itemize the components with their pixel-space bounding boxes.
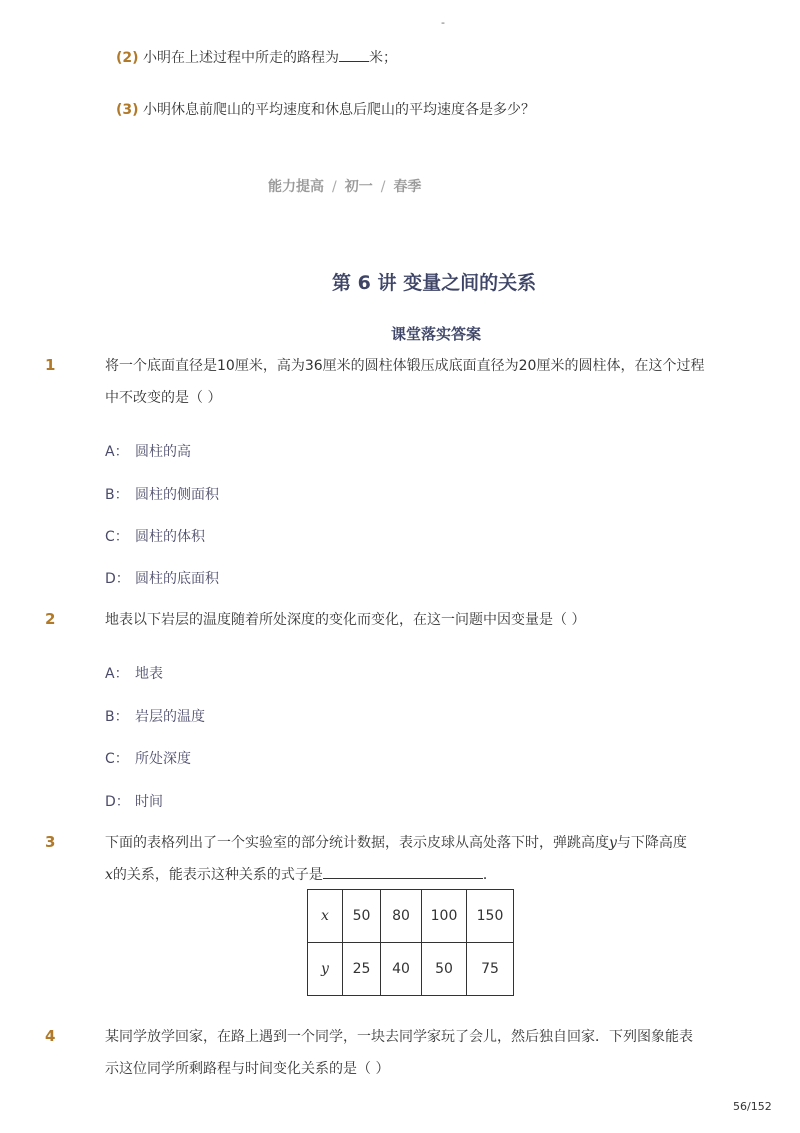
breadcrumb-separator: / — [380, 179, 386, 195]
sub-question-text-after: 米； — [369, 50, 397, 66]
sub-question-number: (3) — [116, 102, 139, 118]
option-label: A： — [105, 666, 129, 682]
table-cell: 50 — [343, 890, 381, 943]
option-c[interactable] — [105, 526, 205, 546]
breadcrumb — [268, 176, 421, 196]
option-b[interactable] — [105, 706, 205, 726]
table-row-header: x — [308, 890, 343, 943]
option-c[interactable] — [105, 748, 191, 768]
option-a[interactable] — [105, 441, 191, 461]
question-text-segment: 的关系，能表示这种关系的式子是 — [112, 867, 323, 883]
table-cell: 40 — [381, 943, 422, 996]
question-text-line: 中不改变的是（ ） — [105, 390, 222, 406]
question-text-line: 地表以下岩层的温度随着所处深度的变化而变化，在这一问题中因变量是（ ） — [105, 612, 586, 628]
sub-question-text: 小明在上述过程中所走的路程为 — [143, 50, 339, 66]
option-text: 地表 — [135, 666, 163, 682]
question-number: 2 — [45, 610, 56, 628]
question-text — [105, 350, 725, 414]
question-text-line: 示这位同学所剩路程与时间变化关系的是（ ） — [105, 1061, 390, 1077]
variable-y: y — [609, 835, 617, 851]
option-label: C： — [105, 751, 129, 767]
sub-question-number: (2) — [116, 50, 139, 66]
top-mark: - — [441, 16, 445, 29]
lecture-title: 第 6 讲 变量之间的关系 — [332, 272, 537, 294]
option-text: 圆柱的高 — [135, 444, 191, 460]
option-label: D： — [105, 794, 130, 810]
option-label: A： — [105, 444, 129, 460]
question-number: 1 — [45, 356, 56, 374]
option-text: 圆柱的体积 — [135, 529, 205, 545]
question-text — [105, 604, 725, 636]
option-label: D： — [105, 571, 130, 587]
section-title: 课堂落实答案 — [391, 325, 482, 343]
option-text: 圆柱的底面积 — [135, 571, 219, 587]
option-label: C： — [105, 529, 129, 545]
sub-question-text: 小明休息前爬山的平均速度和休息后爬山的平均速度各是多少？ — [143, 102, 535, 118]
breadcrumb-part: 能力提高 — [268, 179, 324, 195]
question-number: 4 — [45, 1027, 56, 1045]
question-text-line — [105, 827, 725, 859]
option-label: B： — [105, 487, 129, 503]
answer-blank — [339, 49, 369, 62]
option-text: 圆柱的侧面积 — [135, 487, 219, 503]
question-text — [105, 1021, 725, 1085]
question-number: 3 — [45, 833, 56, 851]
table-cell: 50 — [422, 943, 467, 996]
table-cell: 25 — [343, 943, 381, 996]
question-text-segment: 下面的表格列出了一个实验室的部分统计数据，表示皮球从高处落下时，弹跳高度 — [105, 835, 609, 851]
option-b[interactable] — [105, 484, 219, 504]
option-text: 所处深度 — [135, 751, 191, 767]
question-text-segment: ． — [482, 867, 497, 883]
answer-blank — [323, 866, 483, 879]
sub-question-3 — [116, 99, 535, 119]
option-d[interactable] — [105, 568, 219, 588]
option-text: 时间 — [135, 794, 163, 810]
table-cell: 100 — [422, 890, 467, 943]
variable-x: x — [105, 867, 113, 883]
table-row-header: y — [308, 943, 343, 996]
breadcrumb-part: 春季 — [393, 179, 422, 195]
table-cell: 80 — [381, 890, 422, 943]
option-d[interactable] — [105, 791, 163, 811]
question-text-line: 某同学放学回家，在路上遇到一个同学，一块去同学家玩了会儿，然后独自回家．下列图象能表 — [105, 1029, 693, 1045]
table-cell: 75 — [467, 943, 514, 996]
table-row — [308, 943, 514, 996]
question-text-segment: 与下降高度 — [616, 835, 687, 851]
sub-question-2 — [116, 47, 397, 67]
option-text: 岩层的温度 — [135, 709, 205, 725]
breadcrumb-separator: / — [332, 179, 337, 195]
question-text-line: 将一个底面直径是10厘米，高为36厘米的圆柱体锻压成底面直径为20厘米的圆柱体，在这个过程 — [105, 358, 705, 374]
breadcrumb-part: 初一 — [344, 179, 373, 195]
option-a[interactable] — [105, 663, 163, 683]
table-row — [308, 890, 514, 943]
table-cell: 150 — [467, 890, 514, 943]
question-text-line — [105, 859, 725, 891]
data-table — [307, 889, 514, 996]
page-number: 56/152 — [733, 1100, 772, 1113]
question-text — [105, 827, 725, 891]
option-label: B： — [105, 709, 129, 725]
